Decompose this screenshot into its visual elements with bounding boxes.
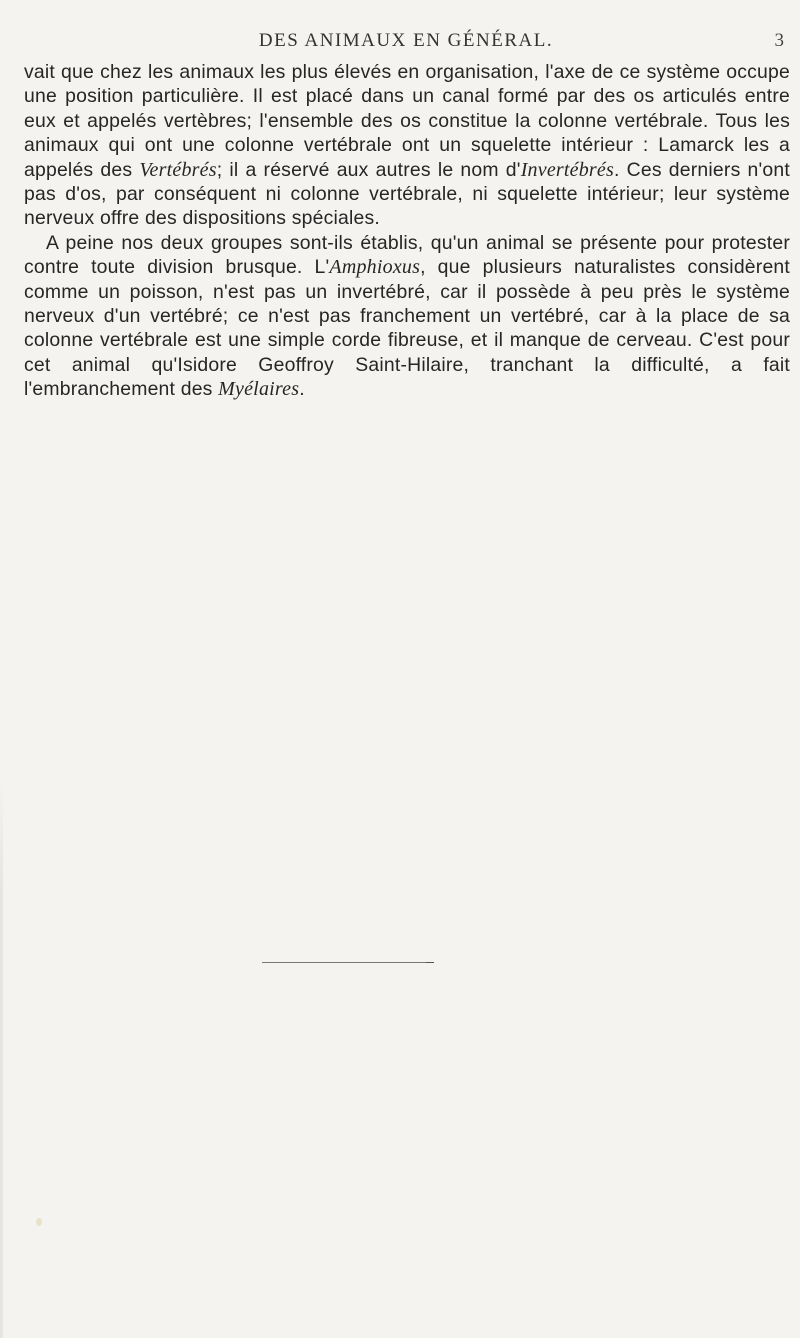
paragraph-2: [24, 231, 790, 402]
term-vertebres: Vertébrés: [139, 158, 217, 181]
paragraph-1-text-1: vait que chez les animaux les plus élevés en organisation, l'axe de ce système occupe une position particulière. Il est placé dans un canal formé par des os articulés entre eux et appelés vertèbres; l'ensemble des os constitue la colonne vertébrale. Tous les animaux qui ont une colonne vertébrale ont un squelette intérieur : Lamarck les a appelés des: [24, 61, 790, 181]
body-text: [24, 60, 790, 402]
running-head: [20, 30, 792, 58]
section-divider-rule: [262, 962, 430, 963]
term-myelaires: Myélaires: [218, 378, 300, 401]
paragraph-1: [24, 60, 790, 231]
page-edge-shadow: [0, 780, 3, 1338]
paragraph-1-text-3: . Ces derniers n'ont pas d'os, par conséquent ni colonne vertébrale, ni squelette intérieur; leur système nerveux offre des dispositions spéciales.: [24, 158, 790, 230]
running-title: DES ANIMAUX EN GÉNÉRAL.: [258, 30, 554, 51]
term-invertebres: Invertébrés: [520, 158, 614, 181]
paragraph-2-text-1: A peine nos deux groupes sont-ils établis, qu'un animal se présente pour protester contre toute division brusque. L': [24, 231, 790, 279]
term-amphioxus: Amphioxus: [329, 256, 421, 279]
paragraph-2-text-2: , que plusieurs naturalistes considèrent comme un poisson, n'est pas un invertébré, car il possède à peu près le système nerveux d'un vertébré; ce n'est pas franchement un vertébré, car à la place de sa colonne vertébrale est une simple corde fibreuse, et il manque de cerveau. C'est pour cet animal qu'Isidore Geoffroy Saint-Hilaire, tranchant la difficulté, a fait l'embranchement des: [24, 256, 790, 401]
paragraph-2-text-3: .: [299, 378, 305, 401]
page-number: 3: [774, 30, 784, 51]
paragraph-1-text-2: ; il a réservé aux autres le nom d': [216, 158, 521, 181]
paper-speck: [36, 1218, 42, 1226]
